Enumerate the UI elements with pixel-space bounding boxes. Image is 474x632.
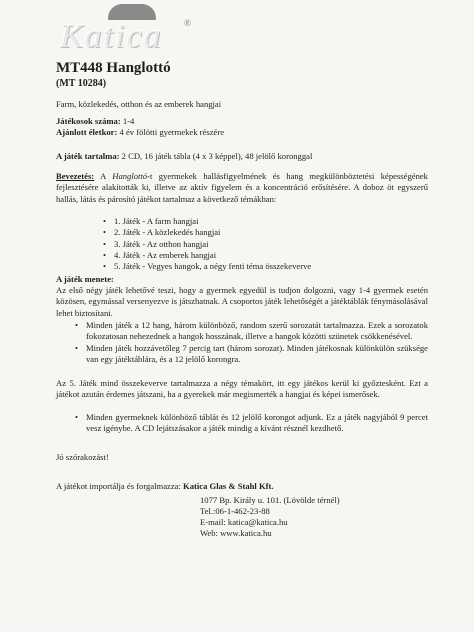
intro-article: A [100,171,106,181]
intro-text: -t gyermekek hallásfigyelmének és hang megkülönböztetési képességének fejlesztésére alakították ki, illetve az aktív figyelem és a koncentráció erősítésére. A doboz öt egyszerű hallás, látás és párosító játékot tartalmaz a következő témákban: [56,171,428,204]
games-list [114,216,414,272]
players-line [56,116,428,127]
players-value: 1-4 [122,116,135,126]
age-value: 4 év fölötti gyermekek részére [119,127,225,137]
list-item: • Minden gyermeknek különböző táblát és 12 jelölő korongot adjunk. Ez a játék nagyjából 9 percet vesz igénybe. A CD lejátszásakor a játék mindig a kívánt résznél kezdhető. [86,412,428,435]
topics-line: Farm, közlekedés, otthon és az emberek hangjai [56,99,222,109]
contact-block [200,495,340,539]
closing-line: Jó szórakozást! [56,452,109,462]
rules-heading: A játék menete: [56,274,114,284]
age-line [56,127,428,138]
list-item: • 1. Játék - A farm hangjai [114,216,414,227]
intro-label: Bevezetés: [56,171,95,181]
list-item: • Minden játék hozzávetőleg 7 percig tart (három sorozat). Minden játékosnak különkülön szüksége van egy játéktáblára, és a 12 jelölő korongra. [86,343,428,366]
list-item: • 3. Játék - Az otthon hangjai [114,239,414,250]
players-label: Játékosok száma: [56,116,121,126]
registered-mark: ® [184,18,191,28]
logo-wordmark: Katica [60,18,163,55]
list-item: • Minden játék a 12 hang, három különböző, random szerű sorozatát tartalmazza. Ezek a sorozatok fokozatosan nehezednek a hangok hosszának, illetve a hangok közötti szünetek csökkenésével. [86,320,428,343]
contact-phone: Tel.:06-1-462-23-88 [200,506,270,516]
rules-bullets-1 [86,320,428,365]
age-label: Ajánlott életkor: [56,127,118,137]
list-item: • 4. Játék - Az emberek hangjai [114,250,414,261]
intro-product-name: Hanglottó [112,171,148,181]
rules-paragraph-2: Az 5. Játék mind összekeverve tartalmazza a négy témakört, itt egy játékos kerül ki győztesként. Ezt a játékot azután érdemes játszani, ha a gyerekek már megismerték a hangjai és képei ismerősek. [56,378,428,400]
list-item: • 2. Játék - A közlekedés hangjai [114,227,414,238]
contents-line [56,151,428,162]
importer-company: Katica Glas & Stahl Kft. [183,481,274,491]
contact-web: Web: www.katica.hu [200,528,272,538]
product-title: MT448 Hanglottó [56,60,171,76]
importer-label: A játékot importálja és forgalmazza: [56,481,181,491]
katica-logo [60,4,200,56]
rules-bullets-2 [86,412,428,435]
contents-label: A játék tartalma: [56,151,120,161]
rules-paragraph-1: Az első négy játék lehetővé teszi, hogy a gyermek egyedül is tudjon dolgozni, vagy 1-4 gyermek esetén közösen, egymással versenyezve is játszhatnak. A csoportos játék lehetőségét a játéktáblák fénymásolásával lehet biztosítani. [56,285,428,318]
contact-email: E-mail: katica@katica.hu [200,517,288,527]
contents-value: 2 CD, 16 játék tábla (4 x 3 képpel), 48 jelölő koronggal [121,151,313,161]
intro-paragraph [56,171,428,205]
contact-address: 1077 Bp. Király u. 101. (Lövölde térnél) [200,495,340,505]
importer-line [56,481,428,492]
list-item: • 5. Játék - Vegyes hangok, a négy fenti téma összekeverve [114,261,414,272]
product-code: (MT 10284) [56,78,107,89]
